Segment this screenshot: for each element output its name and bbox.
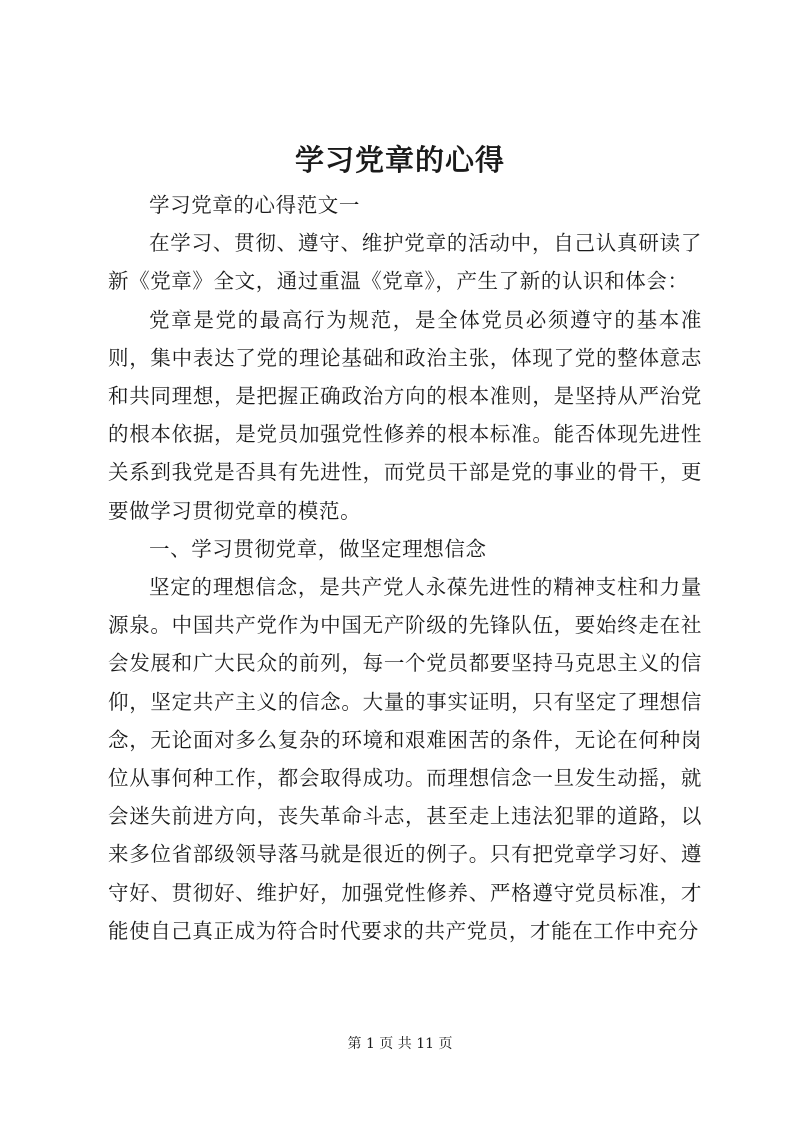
document-body	[108, 186, 702, 950]
document-title: 学习党章的心得	[294, 143, 505, 177]
section-heading-1: 一、学习贯彻党章，做坚定理想信念	[149, 536, 487, 561]
paragraph-ideals-beliefs: 坚定的理想信念，是共产党人永葆先进性的精神支柱和力量源泉。中国共产党作为中国无产阶级的先锋队伍，要始终走在社会发展和广大民众的前列，每一个党员都要坚持马克思主义的信仰，坚定共产主义的信念。大量的事实证明，只有坚定了理想信念，无论面对多么复杂的环境和艰难困苦的条件，无论在何种岗位从事何种工作，都会取得成功。而理想信念一旦发生动摇，就会迷失前进方向，丧失革命斗志，甚至走上违法犯罪的道路，以来多位省部级领导落马就是很近的例子。只有把党章学习好、遵守好、贯彻好、维护好，加强党性修养、严格遵守党员标准，才能使自己真正成为符合时代要求的共产党员，才能在工作中充分	[108, 575, 702, 943]
paragraph-intro: 在学习、贯彻、遵守、维护党章的活动中，自己认真研读了新《党章》全文，通过重温《党章》，产生了新的认识和体会：	[108, 231, 702, 294]
page-number-footer: 第 1 页 共 11 页	[347, 1036, 453, 1052]
paragraph-subtitle: 学习党章的心得范文一	[149, 193, 360, 217]
paragraph-party-constitution: 党章是党的最高行为规范，是全体党员必须遵守的基本准则，集中表达了党的理论基础和政治主张，体现了党的整体意志和共同理想，是把握正确政治方向的根本准则，是坚持从严治党的根本依据，是党员加强党性修养的根本标准。能否体现先进性关系到我党是否具有先进性，而党员干部是党的事业的骨干，更要做学习贯彻党章的模范。	[108, 307, 702, 523]
